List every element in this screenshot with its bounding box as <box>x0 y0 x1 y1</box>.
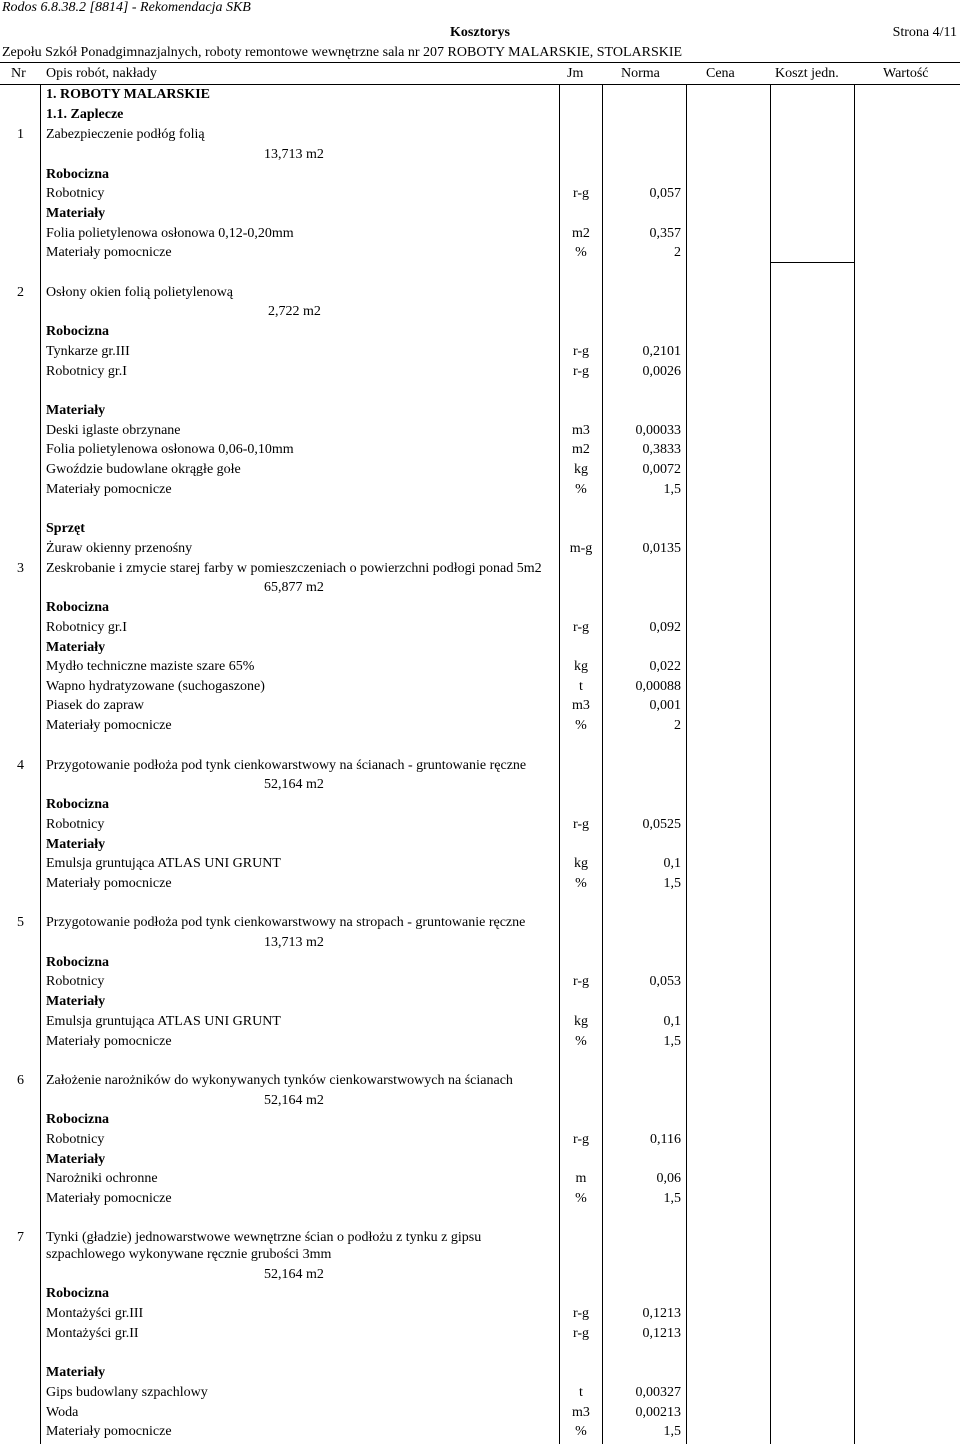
subtotal-line <box>770 262 854 263</box>
resource-norm: 0,053 <box>649 974 681 989</box>
grid-line <box>770 84 771 1444</box>
resource-norm: 0,00327 <box>635 1385 681 1400</box>
item-number: 7 <box>17 1230 24 1245</box>
resource-unit: m-g <box>569 541 593 556</box>
resource-unit: r-g <box>572 620 590 635</box>
resource-unit: r-g <box>572 1132 590 1147</box>
resource-name: Materiały pomocnicze <box>46 1034 172 1049</box>
resource-unit: % <box>575 718 587 733</box>
resource-norm: 0,3833 <box>642 442 681 457</box>
resource-unit: r-g <box>572 186 590 201</box>
column-koszt: Koszt jedn. <box>775 66 839 81</box>
resource-name: Robotnicy gr.I <box>46 620 127 635</box>
column-norma: Norma <box>621 66 660 81</box>
grid-line <box>559 84 560 1444</box>
resource-name: Robotnicy <box>46 186 105 201</box>
program-name: Rodos 6.8.38.2 [8814] - Rekomendacja SKB <box>2 0 251 15</box>
resource-name: Gips budowlany szpachlowy <box>46 1385 208 1400</box>
resource-name: Deski iglaste obrzynane <box>46 423 181 438</box>
resource-name: Wapno hydratyzowane (suchogaszone) <box>46 679 265 694</box>
resource-norm: 0,001 <box>649 698 681 713</box>
robocizna-label: Robocizna <box>46 955 109 970</box>
resource-name: Tynkarze gr.III <box>46 344 130 359</box>
item-title: Tynki (gładzie) jednowarstwowe wewnętrzne ścian o podłożu z tynku z gipsu <box>46 1230 482 1245</box>
resource-norm: 0,1 <box>663 856 681 871</box>
resource-name: Materiały pomocnicze <box>46 245 172 260</box>
resource-norm: 0,092 <box>649 620 681 635</box>
page-number: Strona 4/11 <box>892 25 957 40</box>
resource-unit: t <box>579 679 583 694</box>
resource-name: Woda <box>46 1405 79 1420</box>
item-quantity: 13,713 m2 <box>264 147 324 162</box>
resource-norm: 0,022 <box>649 659 681 674</box>
resource-norm: 1,5 <box>663 1034 681 1049</box>
item-title: Założenie narożników do wykonywanych tynków cienkowarstwowych na ścianach <box>46 1073 513 1088</box>
column-jm: Jm <box>567 66 584 81</box>
resource-norm: 0,057 <box>649 186 681 201</box>
resource-norm: 0,06 <box>656 1171 681 1186</box>
resource-unit: m3 <box>572 1405 590 1420</box>
column-cena: Cena <box>706 66 735 81</box>
item-title: Przygotowanie podłoża pod tynk cienkowarstwowy na ścianach - gruntowanie ręczne <box>46 758 527 773</box>
project-name: Zepołu Szkół Ponadgimnazjalnych, roboty remontowe wewnętrzne sala nr 207 ROBOTY MALARSKIE, STOLARSKIE <box>2 45 683 60</box>
grid-line <box>854 84 855 1444</box>
robocizna-label: Robocizna <box>46 324 109 339</box>
resource-name: Emulsja gruntująca ATLAS UNI GRUNT <box>46 1014 281 1029</box>
materialy-label: Materiały <box>46 1152 106 1167</box>
resource-unit: r-g <box>572 364 590 379</box>
item-title: Zeskrobanie i zmycie starej farby w pomieszczeniach o powierzchni podłogi ponad 5m2 <box>46 561 542 576</box>
grid-line <box>40 84 41 1444</box>
resource-norm: 1,5 <box>663 482 681 497</box>
resource-unit: m3 <box>572 423 590 438</box>
column-desc: Opis robót, nakłady <box>46 66 157 81</box>
item-quantity: 65,877 m2 <box>264 580 324 595</box>
resource-name: Mydło techniczne maziste szare 65% <box>46 659 255 674</box>
item-title: Zabezpieczenie podłóg folią <box>46 127 205 142</box>
item-quantity: 2,722 m2 <box>268 304 321 319</box>
resource-norm: 0,1 <box>663 1014 681 1029</box>
resource-unit: % <box>575 876 587 891</box>
resource-unit: kg <box>574 1014 588 1029</box>
resource-unit: % <box>575 1034 587 1049</box>
header-top-line <box>0 62 960 63</box>
item-quantity: 52,164 m2 <box>264 1093 324 1108</box>
resource-name: Robotnicy <box>46 1132 105 1147</box>
resource-name: Folia polietylenowa osłonowa 0,12-0,20mm <box>46 226 294 241</box>
subsection-heading: 1.1. Zaplecze <box>46 107 124 122</box>
resource-name: Montażyści gr.III <box>46 1306 144 1321</box>
resource-name: Materiały pomocnicze <box>46 482 172 497</box>
resource-norm: 0,1213 <box>642 1326 681 1341</box>
resource-unit: kg <box>574 462 588 477</box>
resource-norm: 0,0072 <box>642 462 681 477</box>
resource-norm: 0,2101 <box>642 344 681 359</box>
resource-unit: m3 <box>572 698 590 713</box>
robocizna-label: Robocizna <box>46 167 109 182</box>
resource-norm: 0,0525 <box>642 817 681 832</box>
resource-unit: kg <box>574 659 588 674</box>
resource-name: Gwoździe budowlane okrągłe gołe <box>46 462 241 477</box>
resource-name: Robotnicy <box>46 974 105 989</box>
resource-norm: 0,00213 <box>635 1405 681 1420</box>
resource-name: Żuraw okienny przenośny <box>46 541 193 556</box>
materialy-label: Materiały <box>46 1365 106 1380</box>
resource-norm: 1,5 <box>663 1424 681 1439</box>
resource-norm: 0,1213 <box>642 1306 681 1321</box>
resource-unit: % <box>575 482 587 497</box>
item-quantity: 52,164 m2 <box>264 777 324 792</box>
resource-unit: r-g <box>572 344 590 359</box>
item-number: 4 <box>17 758 24 773</box>
item-number: 6 <box>17 1073 24 1088</box>
resource-unit: m2 <box>572 226 590 241</box>
resource-unit: r-g <box>572 1326 590 1341</box>
resource-norm: 0,00088 <box>635 679 681 694</box>
resource-name: Robotnicy gr.I <box>46 364 127 379</box>
robocizna-label: Robocizna <box>46 1286 109 1301</box>
materialy-label: Materiały <box>46 403 106 418</box>
materialy-label: Materiały <box>46 994 106 1009</box>
resource-unit: kg <box>574 856 588 871</box>
item-title: Przygotowanie podłoża pod tynk cienkowarstwowy na stropach - gruntowanie ręczne <box>46 915 526 930</box>
resource-norm: 2 <box>674 718 681 733</box>
section-heading: 1. ROBOTY MALARSKIE <box>46 87 211 102</box>
resource-name: Narożniki ochronne <box>46 1171 158 1186</box>
column-wartosc: Wartość <box>883 66 929 81</box>
resource-norm: 0,0026 <box>642 364 681 379</box>
item-quantity: 13,713 m2 <box>264 935 324 950</box>
resource-unit: % <box>575 245 587 260</box>
sprzet-label: Sprzęt <box>46 521 85 536</box>
resource-name: Materiały pomocnicze <box>46 718 172 733</box>
robocizna-label: Robocizna <box>46 797 109 812</box>
resource-norm: 2 <box>674 245 681 260</box>
document-title: Kosztorys <box>450 25 510 40</box>
item-title: Osłony okien folią polietylenową <box>46 285 234 300</box>
resource-unit: % <box>575 1191 587 1206</box>
resource-unit: m <box>575 1171 587 1186</box>
item-number: 2 <box>17 285 24 300</box>
item-number: 1 <box>17 127 24 142</box>
resource-norm: 0,00033 <box>635 423 681 438</box>
grid-line <box>686 84 687 1444</box>
resource-norm: 1,5 <box>663 876 681 891</box>
robocizna-label: Robocizna <box>46 1112 109 1127</box>
resource-unit: m2 <box>572 442 590 457</box>
materialy-label: Materiały <box>46 206 106 221</box>
robocizna-label: Robocizna <box>46 600 109 615</box>
resource-name: Robotnicy <box>46 817 105 832</box>
column-nr: Nr <box>11 66 26 81</box>
item-number: 5 <box>17 915 24 930</box>
resource-unit: t <box>579 1385 583 1400</box>
resource-name: Materiały pomocnicze <box>46 1191 172 1206</box>
resource-name: Emulsja gruntująca ATLAS UNI GRUNT <box>46 856 281 871</box>
resource-unit: % <box>575 1424 587 1439</box>
resource-name: Folia polietylenowa osłonowa 0,06-0,10mm <box>46 442 294 457</box>
header-bottom-line <box>0 84 960 85</box>
resource-norm: 0,357 <box>649 226 681 241</box>
item-title-continued: szpachlowego wykonywane ręcznie grubości 3mm <box>46 1247 332 1262</box>
materialy-label: Materiały <box>46 837 106 852</box>
resource-norm: 0,0135 <box>642 541 681 556</box>
resource-norm: 0,116 <box>650 1132 681 1147</box>
item-number: 3 <box>17 561 24 576</box>
grid-line <box>602 84 603 1444</box>
resource-unit: r-g <box>572 1306 590 1321</box>
resource-unit: r-g <box>572 974 590 989</box>
item-quantity: 52,164 m2 <box>264 1267 324 1282</box>
resource-name: Montażyści gr.II <box>46 1326 139 1341</box>
resource-name: Materiały pomocnicze <box>46 1424 172 1439</box>
resource-name: Materiały pomocnicze <box>46 876 172 891</box>
materialy-label: Materiały <box>46 640 106 655</box>
resource-unit: r-g <box>572 817 590 832</box>
resource-name: Piasek do zapraw <box>46 698 144 713</box>
resource-norm: 1,5 <box>663 1191 681 1206</box>
